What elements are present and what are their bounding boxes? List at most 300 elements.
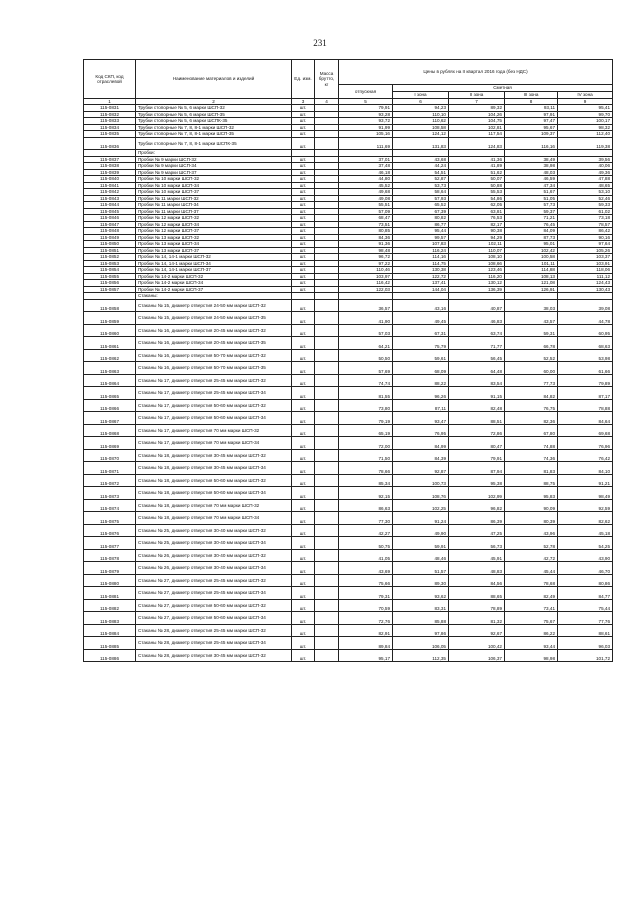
cell-mass [315,362,339,375]
cell-zone-1-price: 76,95 [393,424,449,437]
cell-zone-2-price: 45,91 [449,549,505,562]
cell-zone-4-price: 112,40 [558,131,613,138]
cell-name: Стаканы № 28, диаметр отверстия 25-45 мм марки ШСП-34 [136,637,292,650]
table-row [84,487,613,500]
table-row [84,599,613,612]
cell-name: Пробки № 14, 14-1 марки ШСП-32 [136,254,292,261]
cell-release-price: 57,09 [339,208,393,215]
cell-zone-1-price: 49,90 [393,524,449,537]
cell-zone-3-price: 101,11 [505,260,558,267]
cell-zone-2-price: 82,48 [449,399,505,412]
cell-name: Стаканы № 17, диаметр отверстия 70 мм марки ШСП-34 [136,437,292,450]
cell-name: Стаканы № 25, диаметр отверстия 30-40 мм марки ШСП-34 [136,537,292,550]
cell-name: Трубки стопорные № 5, 6 марки ШСП-32 [136,105,292,112]
cell-code: 115-0871 [84,462,136,475]
cell-zone-2-price: 56,45 [449,349,505,362]
cell-zone-1-price: 137,41 [393,280,449,287]
cell-zone-4-price: 73,18 [558,215,613,222]
cell-zone-4-price: 80,86 [558,574,613,587]
cell-zone-2-price: 56,73 [449,537,505,550]
cell-unit: шт. [292,399,315,412]
cell-zone-4-price: 43,90 [558,549,613,562]
cell-zone-3-price: 74,36 [505,449,558,462]
cell-release-price: 73,51 [339,221,393,228]
header-zone-4: IV зона [558,92,613,99]
cell-code: 115-0867 [84,412,136,425]
table-row [84,549,613,562]
cell-name: Стаканы № 18, диаметр отверстия 70 мм марки ШСП-34 [136,512,292,525]
cell-zone-1-price: 53,73 [393,182,449,189]
cell-zone-3-price: 95,83 [505,487,558,500]
cell-zone-3-price: 97,91 [505,111,558,118]
cell-code: 115-0853 [84,260,136,267]
cell-zone-4-price: 75,44 [558,599,613,612]
cell-unit: шт. [292,105,315,112]
header-zone-2: II зона [449,92,505,99]
cell-zone-2-price: 102,99 [449,487,505,500]
cell-mass [315,424,339,437]
cell-unit: шт. [292,156,315,163]
cell-mass [315,512,339,525]
cell-zone-3-price: 48,03 [505,169,558,176]
cell-release-price: 79,19 [339,412,393,425]
cell-zone-3-price: 42,72 [505,549,558,562]
cell-unit: шт. [292,512,315,525]
cell-release-price: 84,36 [339,234,393,241]
table-row [84,437,613,450]
cell-name: Пробки № 10 марки ШСП-34 [136,182,292,189]
cell-release-price: 41,05 [339,549,393,562]
cell-code: 115-0873 [84,487,136,500]
cell-code: 115-0838 [84,163,136,170]
cell-zone-4-price: 105,26 [558,247,613,254]
cell-mass [315,562,339,575]
cell-release-price: 82,91 [339,624,393,637]
cell-code: 115-0854 [84,267,136,274]
cell-release-price: 111,69 [339,137,393,150]
cell-name: Стаканы № 15, диаметр отверстия 24-50 мм марки ШСП-32 [136,299,292,312]
cell-code: 115-0856 [84,280,136,287]
cell-zone-4-price: 45,18 [558,524,613,537]
cell-zone-2-price: 50,88 [449,182,505,189]
cell-unit: шт. [292,537,315,550]
cell-name: Пробки № 10 марки ШСП-37 [136,189,292,196]
cell-zone-1-price: 97,86 [393,624,449,637]
cell-zone-2-price: 41,36 [449,156,505,163]
table-row [84,649,613,662]
cell-zone-2-price: 108,10 [449,254,505,261]
column-index: 4 [315,99,339,105]
cell-unit: шт. [292,549,315,562]
cell-release-price: 44,80 [339,176,393,183]
cell-zone-2-price: 63,74 [449,324,505,337]
cell-zone-3-price: 108,13 [505,273,558,280]
cell-zone-1-price: 96,26 [393,387,449,400]
cell-zone-1-price: 43,16 [393,299,449,312]
cell-unit: шт. [292,118,315,125]
cell-code: 115-0851 [84,247,136,254]
cell-unit: шт. [292,649,315,662]
cell-zone-2-price: 72,86 [449,424,505,437]
cell-code: 115-0866 [84,399,136,412]
cell-release-price: 43,69 [339,562,393,575]
cell-mass [315,487,339,500]
cell-zone-1-price: 84,39 [393,449,449,462]
cell-zone-1-price: 59,91 [393,537,449,550]
cell-code: 115-0855 [84,273,136,280]
cell-zone-4-price: 95,41 [558,105,613,112]
cell-zone-3-price: 84,82 [505,387,558,400]
table-row [84,587,613,600]
cell-mass [315,299,339,312]
cell-zone-1-price: 95,44 [393,228,449,235]
cell-release-price: 45,52 [339,182,393,189]
cell-zone-3-price: 38,03 [505,299,558,312]
cell-unit: шт. [292,286,315,293]
cell-release-price: 91,36 [339,241,393,248]
cell-name: Стаканы: [136,293,292,300]
cell-zone-4-price: 46,70 [558,562,613,575]
cell-name: Трубки стопорные № 7, 8, 8-1 марки ШСП-32 [136,124,292,131]
cell-release-price: 55,51 [339,202,393,209]
cell-release-price: 72,76 [339,612,393,625]
cell-release-price: 71,50 [339,449,393,462]
cell-name: Пробки № 14, 14-1 марки ШСП-34 [136,260,292,267]
cell-zone-1-price: 99,57 [393,234,449,241]
table-row [84,324,613,337]
cell-zone-2-price: 124,83 [449,137,505,150]
cell-zone-2-price: 92,67 [449,624,505,637]
cell-mass [315,649,339,662]
cell-release-price: 92,15 [339,487,393,500]
cell-unit: шт. [292,424,315,437]
header-name: Наименование материалов и изделий [136,60,292,99]
cell-zone-2-price: 50,07 [449,176,505,183]
cell-zone-3-price: 74,88 [505,437,558,450]
cell-zone-3-price: 86,22 [505,624,558,637]
cell-unit: шт. [292,474,315,487]
cell-mass [315,324,339,337]
cell-zone-3-price: 109,37 [505,131,558,138]
cell-zone-3-price: 114,88 [505,267,558,274]
cell-zone-4-price: 91,21 [558,474,613,487]
cell-zone-1-price: 108,58 [393,124,449,131]
cell-name: Пробки № 9 марки ШСП-34 [136,163,292,170]
cell-zone-1-price: 54,51 [393,169,449,176]
cell-zone-3-price: 47,34 [505,182,558,189]
cell-zone-2-price: 81,32 [449,612,505,625]
cell-unit: шт. [292,267,315,274]
column-index: 7 [449,99,505,105]
cell-zone-1-price: 114,75 [393,260,449,267]
cell-zone-2-price: 48,83 [449,562,505,575]
table-row [84,537,613,550]
cell-release-price: 73,80 [339,399,393,412]
cell-zone-1-price: 122,72 [393,273,449,280]
cell-zone-2-price: 90,38 [449,228,505,235]
cell-zone-4-price: 39,56 [558,156,613,163]
cell-zone-3-price: 71,21 [505,215,558,222]
cell-release-price: 89,84 [339,637,393,650]
cell-name: Стаканы № 18, диаметр отверстия 50-60 мм марки ШСП-32 [136,474,292,487]
table-row [84,374,613,387]
cell-unit: шт. [292,182,315,189]
cell-zone-4-price: 40,06 [558,163,613,170]
cell-zone-1-price: 102,25 [393,499,449,512]
cell-mass [315,499,339,512]
table-row [84,574,613,587]
column-index: 3 [292,99,315,105]
cell-zone-3-price: 93,11 [505,105,558,112]
cell-zone-1-price: 93,62 [393,587,449,600]
cell-code: 115-0886 [84,649,136,662]
cell-code: 115-0869 [84,437,136,450]
cell-zone-4-price: 60,95 [558,324,613,337]
cell-unit: шт. [292,462,315,475]
cell-zone-1-price: 80,82 [393,215,449,222]
cell-code: 115-0841 [84,182,136,189]
cell-zone-3-price: 78,68 [505,574,558,587]
cell-release-price: 64,21 [339,337,393,350]
cell-zone-3-price: 59,31 [505,324,558,337]
cell-zone-4-price: 96,03 [558,637,613,650]
cell-name: Стаканы № 17, диаметр отверстия 50-60 мм марки ШСП-34 [136,412,292,425]
cell-zone-2-price: 87,94 [449,462,505,475]
header-zone-3: III зона [505,92,558,99]
cell-zone-1-price: 100,73 [393,474,449,487]
table-body [84,105,613,662]
column-index: 9 [558,99,613,105]
table-header [84,60,613,105]
cell-zone-1-price: 106,05 [393,637,449,650]
cell-zone-3-price: 95,67 [505,124,558,131]
cell-zone-3-price: 88,75 [505,474,558,487]
cell-zone-4-price: 76,42 [558,449,613,462]
cell-zone-1-price: 43,68 [393,156,449,163]
cell-zone-1-price: 116,24 [393,247,449,254]
cell-zone-4-price: 84,77 [558,587,613,600]
cell-release-price: 93,72 [339,118,393,125]
cell-mass [315,137,339,150]
cell-zone-1-price: 114,16 [393,254,449,261]
cell-release-price: 75,66 [339,574,393,587]
cell-zone-4-price: 52,46 [558,195,613,202]
cell-release-price: 42,27 [339,524,393,537]
table-row [84,424,613,437]
cell-code: 115-0839 [84,169,136,176]
cell-mass [315,437,339,450]
cell-zone-3-price: 75,67 [505,612,558,625]
cell-zone-3-price: 84,09 [505,228,558,235]
cell-zone-2-price: 51,62 [449,169,505,176]
cell-zone-4-price: 98,32 [558,124,613,131]
header-estimate-price: Сметная [393,85,613,92]
column-index: 6 [393,99,449,105]
cell-zone-4-price: 130,43 [558,286,613,293]
cell-code: 115-0878 [84,549,136,562]
cell-zone-2-price: 91,15 [449,387,505,400]
cell-name: Стаканы № 27, диаметр отверстия 25-45 мм марки ШСП-34 [136,587,292,600]
cell-name: Стаканы № 16, диаметр отверстия 50-70 мм марки ШСП-32 [136,349,292,362]
cell-zone-4-price: 111,12 [558,273,613,280]
cell-name: Пробки № 14-2 марки ШСП-34 [136,280,292,287]
cell-zone-2-price: 78,89 [449,599,505,612]
cell-mass [315,387,339,400]
cell-zone-3-price: 59,37 [505,208,558,215]
cell-zone-3-price: 102,42 [505,247,558,254]
cell-release-price: 85,34 [339,474,393,487]
cell-zone-4-price: 103,91 [558,260,613,267]
cell-name: Стаканы № 27, диаметр отверстия 50-60 мм марки ШСП-32 [136,599,292,612]
cell-zone-4-price: 44,78 [558,312,613,325]
cell-code: 115-0862 [84,349,136,362]
cell-zone-4-price: 97,64 [558,241,613,248]
cell-name: Стаканы № 26, диаметр отверстия 30-40 мм марки ШСП-32 [136,549,292,562]
cell-unit: шт. [292,312,315,325]
cell-zone-2-price: 94,29 [449,234,505,241]
cell-zone-3-price: 100,58 [505,254,558,261]
table-row [84,299,613,312]
column-index: 2 [136,99,292,105]
cell-name: Стаканы № 18, диаметр отверстия 70 мм марки ШСП-32 [136,499,292,512]
cell-zone-3-price: 97,47 [505,118,558,125]
cell-zone-1-price: 67,31 [393,324,449,337]
cell-mass [315,637,339,650]
cell-release-price: 93,28 [339,111,393,118]
cell-release-price: 74,74 [339,374,393,387]
cell-release-price: 105,16 [339,131,393,138]
cell-zone-1-price: 84,99 [393,437,449,450]
cell-unit: шт. [292,221,315,228]
cell-zone-4-price: 78,88 [558,399,613,412]
cell-zone-1-price: 85,88 [393,612,449,625]
cell-zone-2-price: 104,75 [449,118,505,125]
cell-zone-2-price: 63,81 [449,208,505,215]
cell-code: 115-0868 [84,424,136,437]
cell-zone-1-price: 44,24 [393,163,449,170]
cell-zone-4-price: 77,76 [558,612,613,625]
cell-code: 115-0850 [84,241,136,248]
cell-zone-1-price: 131,83 [393,137,449,150]
cell-code: 115-0847 [84,221,136,228]
cell-zone-4-price: 39,08 [558,299,613,312]
page-number: 231 [313,38,327,48]
cell-zone-4-price: 87,17 [558,387,613,400]
table-row [84,349,613,362]
cell-release-price: 91,99 [339,124,393,131]
cell-release-price: 78,66 [339,462,393,475]
cell-unit: шт. [292,412,315,425]
cell-unit: шт. [292,487,315,500]
cell-unit: шт. [292,562,315,575]
cell-unit: шт. [292,111,315,118]
cell-unit: шт. [292,215,315,222]
cell-code: 115-0843 [84,195,136,202]
cell-mass [315,612,339,625]
cell-zone-2-price: 88,65 [449,587,505,600]
cell-mass [315,587,339,600]
cell-release-price: 110,46 [339,267,393,274]
cell-zone-4-price: 79,89 [558,374,613,387]
cell-zone-1-price: 89,30 [393,574,449,587]
cell-zone-1-price: 93,47 [393,412,449,425]
cell-zone-4-price: 82,62 [558,512,613,525]
cell-name: Трубки стопорные № 5, 6 марки ШСП-35 [136,111,292,118]
cell-zone-3-price: 52,52 [505,349,558,362]
cell-code: 115-0835 [84,131,136,138]
cell-code: 115-0842 [84,189,136,196]
cell-code: 115-0860 [84,324,136,337]
cell-zone-3-price: 52,78 [505,537,558,550]
cell-name: Стаканы № 17, диаметр отверстия 70 мм марки ШСП-32 [136,424,292,437]
cell-name: Пробки № 13 марки ШСП-32 [136,234,292,241]
price-table-container [83,59,612,662]
cell-zone-3-price: 80,39 [505,512,558,525]
cell-zone-3-price: 76,45 [505,221,558,228]
cell-zone-1-price: 48,46 [393,549,449,562]
cell-name: Стаканы № 26, диаметр отверстия 30-40 мм марки ШСП-34 [136,562,292,575]
cell-unit: шт. [292,195,315,202]
cell-unit: шт. [292,228,315,235]
cell-zone-4-price: 59,33 [558,202,613,209]
cell-unit: шт. [292,131,315,138]
cell-zone-2-price: 88,51 [449,412,505,425]
cell-zone-2-price: 86,39 [449,512,505,525]
cell-zone-2-price: 102,11 [449,241,505,248]
cell-release-price: 57,69 [339,362,393,375]
cell-zone-4-price: 69,68 [558,424,613,437]
header-unit: Ед. изм. [292,60,315,99]
cell-release-price: 41,90 [339,312,393,325]
cell-zone-1-price: 130,38 [393,267,449,274]
cell-unit: шт. [292,349,315,362]
cell-zone-2-price: 100,42 [449,637,505,650]
price-table [83,59,613,662]
cell-unit: шт. [292,189,315,196]
cell-name: Стаканы № 28, диаметр отверстия 25-45 мм марки ШСП-32 [136,624,292,637]
cell-code: 115-0832 [84,111,136,118]
cell-release-price: 97,22 [339,260,393,267]
cell-code: 115-0864 [84,374,136,387]
cell-unit: шт. [292,524,315,537]
cell-code: 115-0882 [84,599,136,612]
cell-code: 115-0844 [84,202,136,209]
cell-zone-2-price: 62,05 [449,202,505,209]
cell-unit: шт. [292,202,315,209]
cell-zone-2-price: 89,32 [449,105,505,112]
table-row [84,312,613,325]
cell-zone-3-price: 76,75 [505,399,558,412]
cell-mass [315,599,339,612]
cell-zone-3-price: 81,83 [505,462,558,475]
cell-zone-3-price: 45,44 [505,562,558,575]
cell-code: 115-0876 [84,524,136,537]
cell-unit: шт. [292,169,315,176]
cell-zone-1-price: 65,52 [393,202,449,209]
cell-zone-4-price: 88,61 [558,624,613,637]
cell-zone-2-price: 96,82 [449,499,505,512]
cell-code: 115-0833 [84,118,136,125]
cell-name: Стаканы № 17, диаметр отверстия 25-45 мм марки ШСП-34 [136,387,292,400]
cell-name: Трубки стопорные № 5, 6 марки ШСПК-35 [136,118,292,125]
cell-zone-3-price: 77,73 [505,374,558,387]
cell-zone-4-price: 92,59 [558,499,613,512]
cell-name: Стаканы № 16, диаметр отверстия 50-70 мм марки ШСП-35 [136,362,292,375]
cell-zone-1-price: 92,87 [393,462,449,475]
cell-code: 115-0872 [84,474,136,487]
cell-release-price: 79,31 [339,587,393,600]
cell-mass [315,549,339,562]
